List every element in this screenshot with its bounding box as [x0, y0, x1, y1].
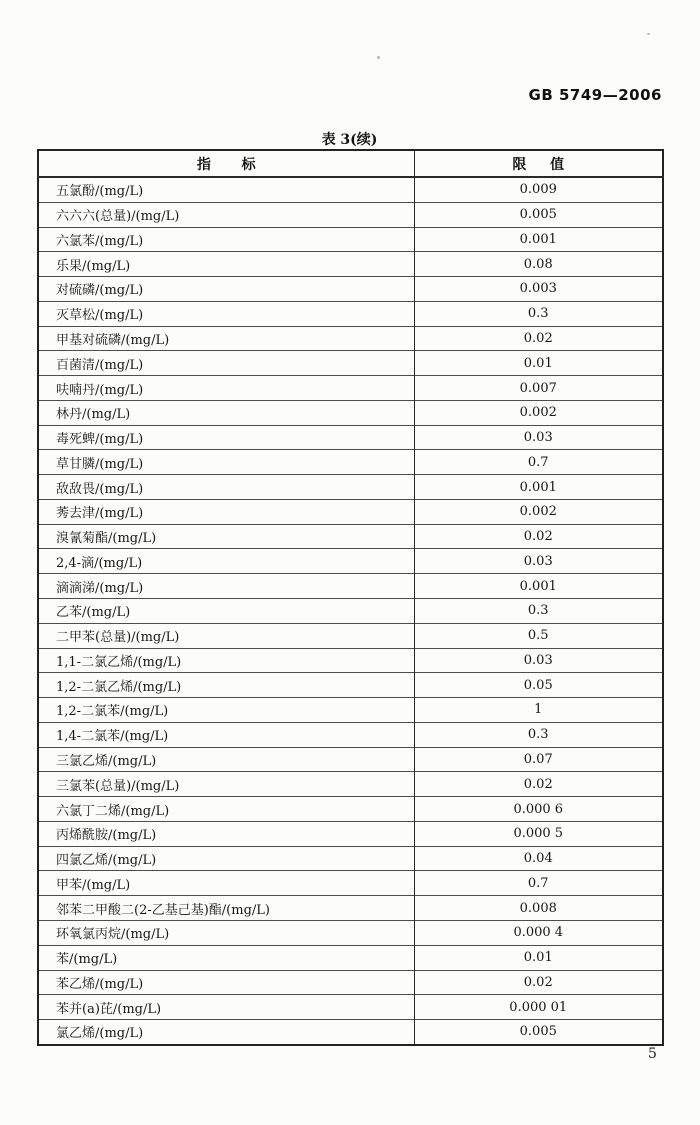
- table-row: [38, 871, 663, 896]
- table-row: [38, 227, 663, 252]
- table-row: [38, 623, 663, 648]
- limit-cell: 0.000 4: [414, 920, 663, 945]
- limit-cell: 0.000 6: [414, 797, 663, 822]
- table-row: [38, 301, 663, 326]
- limit-cell: 0.08: [414, 252, 663, 277]
- limit-cell: 0.001: [414, 227, 663, 252]
- indicator-cell: 溴氰菊酯/(mg/L): [38, 524, 414, 549]
- indicator-cell: 甲基对硫磷/(mg/L): [38, 326, 414, 351]
- table-row: [38, 177, 663, 202]
- table-row: [38, 549, 663, 574]
- table-body: [38, 177, 663, 1045]
- indicator-cell: 莠去津/(mg/L): [38, 499, 414, 524]
- table-row: [38, 920, 663, 945]
- table-row: [38, 896, 663, 921]
- table-row: [38, 475, 663, 500]
- indicator-cell: 1,1-二氯乙烯/(mg/L): [38, 648, 414, 673]
- table-row: [38, 425, 663, 450]
- table-row: [38, 499, 663, 524]
- table-row: [38, 400, 663, 425]
- limit-cell: 0.02: [414, 772, 663, 797]
- limit-cell: 0.000 5: [414, 821, 663, 846]
- limit-cell: 0.05: [414, 673, 663, 698]
- indicator-cell: 邻苯二甲酸二(2-乙基己基)酯/(mg/L): [38, 896, 414, 921]
- scan-speck: [647, 33, 650, 35]
- limit-cell: 0.01: [414, 351, 663, 376]
- limit-column-header-label: 限值: [512, 156, 588, 173]
- table-row: [38, 202, 663, 227]
- limit-cell: 1: [414, 698, 663, 723]
- indicator-cell: 四氯乙烯/(mg/L): [38, 846, 414, 871]
- limit-cell: 0.3: [414, 301, 663, 326]
- indicator-cell: 五氯酚/(mg/L): [38, 177, 414, 202]
- table-row: [38, 574, 663, 599]
- table-title: 表 3(续): [321, 132, 378, 148]
- table-row: [38, 722, 663, 747]
- limit-cell: 0.03: [414, 425, 663, 450]
- limit-cell: 0.005: [414, 202, 663, 227]
- limit-cell: 0.3: [414, 722, 663, 747]
- indicator-cell: 苯并(a)芘/(mg/L): [38, 995, 414, 1020]
- limit-cell: 0.000 01: [414, 995, 663, 1020]
- indicator-cell: 灭草松/(mg/L): [38, 301, 414, 326]
- limit-cell: 0.07: [414, 747, 663, 772]
- limit-cell: 0.002: [414, 400, 663, 425]
- indicator-cell: 对硫磷/(mg/L): [38, 277, 414, 302]
- indicator-cell: 毒死蜱/(mg/L): [38, 425, 414, 450]
- limit-cell: 0.02: [414, 326, 663, 351]
- limit-cell: 0.009: [414, 177, 663, 202]
- indicator-cell: 1,2-二氯乙烯/(mg/L): [38, 673, 414, 698]
- limit-column-header: [414, 150, 663, 177]
- limits-table: [37, 149, 664, 1046]
- indicator-cell: 滴滴涕/(mg/L): [38, 574, 414, 599]
- table-row: [38, 846, 663, 871]
- indicator-cell: 呋喃丹/(mg/L): [38, 376, 414, 401]
- indicator-cell: 三氯乙烯/(mg/L): [38, 747, 414, 772]
- indicator-cell: 林丹/(mg/L): [38, 400, 414, 425]
- limit-cell: 0.7: [414, 871, 663, 896]
- table-row: [38, 772, 663, 797]
- indicator-column-header: [38, 150, 414, 177]
- indicator-cell: 1,4-二氯苯/(mg/L): [38, 722, 414, 747]
- indicator-cell: 乐果/(mg/L): [38, 252, 414, 277]
- table-row: [38, 673, 663, 698]
- table-row: [38, 797, 663, 822]
- indicator-cell: 乙苯/(mg/L): [38, 599, 414, 624]
- table-row: [38, 648, 663, 673]
- indicator-cell: 苯乙烯/(mg/L): [38, 970, 414, 995]
- indicator-cell: 丙烯酰胺/(mg/L): [38, 821, 414, 846]
- table-row: [38, 450, 663, 475]
- limit-cell: 0.3: [414, 599, 663, 624]
- table-row: [38, 351, 663, 376]
- limit-cell: 0.04: [414, 846, 663, 871]
- indicator-cell: 甲苯/(mg/L): [38, 871, 414, 896]
- indicator-cell: 六六六(总量)/(mg/L): [38, 202, 414, 227]
- limit-cell: 0.001: [414, 475, 663, 500]
- standard-code: GB 5749—2006: [528, 86, 662, 104]
- table-row: [38, 945, 663, 970]
- indicator-cell: 三氯苯(总量)/(mg/L): [38, 772, 414, 797]
- table-row: [38, 326, 663, 351]
- table-row: [38, 1020, 663, 1045]
- limit-cell: 0.01: [414, 945, 663, 970]
- limit-cell: 0.02: [414, 970, 663, 995]
- table-row: [38, 747, 663, 772]
- table-row: [38, 821, 663, 846]
- indicator-cell: 2,4-滴/(mg/L): [38, 549, 414, 574]
- limit-cell: 0.5: [414, 623, 663, 648]
- header-row: [38, 150, 663, 177]
- table-row: [38, 277, 663, 302]
- indicator-cell: 百菌清/(mg/L): [38, 351, 414, 376]
- table-row: [38, 524, 663, 549]
- limit-cell: 0.7: [414, 450, 663, 475]
- limit-cell: 0.03: [414, 549, 663, 574]
- limit-cell: 0.001: [414, 574, 663, 599]
- limit-cell: 0.003: [414, 277, 663, 302]
- table-row: [38, 599, 663, 624]
- table-row: [38, 376, 663, 401]
- indicator-cell: 1,2-二氯苯/(mg/L): [38, 698, 414, 723]
- indicator-cell: 二甲苯(总量)/(mg/L): [38, 623, 414, 648]
- indicator-cell: 六氯苯/(mg/L): [38, 227, 414, 252]
- limit-cell: 0.007: [414, 376, 663, 401]
- indicator-cell: 敌敌畏/(mg/L): [38, 475, 414, 500]
- table-row: [38, 995, 663, 1020]
- indicator-cell: 六氯丁二烯/(mg/L): [38, 797, 414, 822]
- limit-cell: 0.008: [414, 896, 663, 921]
- table-row: [38, 970, 663, 995]
- indicator-cell: 环氧氯丙烷/(mg/L): [38, 920, 414, 945]
- limit-cell: 0.02: [414, 524, 663, 549]
- limit-cell: 0.002: [414, 499, 663, 524]
- indicator-cell: 草甘膦/(mg/L): [38, 450, 414, 475]
- scan-speck: [377, 56, 380, 59]
- page-number: 5: [648, 1046, 657, 1062]
- limit-cell: 0.03: [414, 648, 663, 673]
- table-row: [38, 252, 663, 277]
- indicator-cell: 氯乙烯/(mg/L): [38, 1020, 414, 1045]
- table-row: [38, 698, 663, 723]
- limit-cell: 0.005: [414, 1020, 663, 1045]
- indicator-cell: 苯/(mg/L): [38, 945, 414, 970]
- indicator-column-header-label: 指标: [196, 156, 287, 173]
